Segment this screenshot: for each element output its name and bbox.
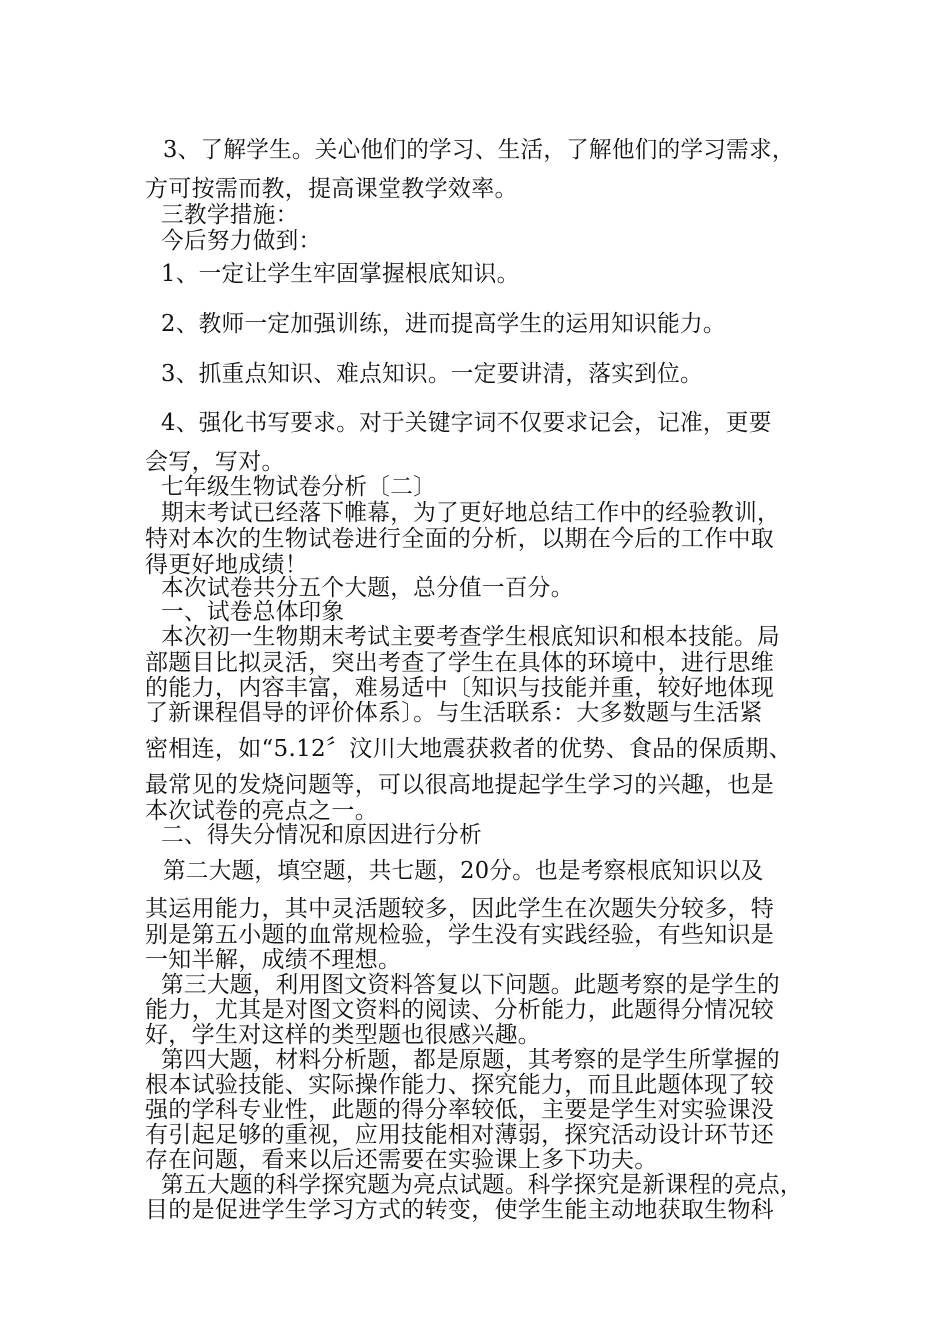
section-heading: 二、得失分情况和原因进行分析 bbox=[161, 822, 482, 848]
text-line: 本次试卷共分五个大题，总分值一百分。 bbox=[161, 575, 574, 601]
section-heading: 七年级生物试卷分析〔二〕 bbox=[161, 474, 437, 500]
list-item: 3、抓重点知识、难点知识。一定要讲清，落实到位。 bbox=[161, 361, 703, 387]
text-line: 密相连，如“5.12〞汶川大地震获救者的优势、食品的保质期、 bbox=[145, 736, 792, 762]
text-line: 特对本次的生物试卷进行全面的分析，以期在今后的工作中取 bbox=[145, 526, 775, 552]
text-line: 的能力，内容丰富，难易适中〔知识与技能并重，较好地体现 bbox=[145, 675, 775, 701]
text-line: 第五大题的科学探究题为亮点试题。科学探究是新课程的亮点， bbox=[161, 1172, 803, 1198]
text-line: 强的学科专业性，此题的得分率较低，主要是学生对实验课没 bbox=[145, 1097, 775, 1123]
text-line: 会写，写对。 bbox=[145, 449, 285, 475]
list-item: 4、强化书写要求。对于关键字词不仅要求记会，记准，更要 bbox=[161, 410, 772, 436]
text-line: 了新课程倡导的评价体系〕。与生活联系：大多数题与生活紧 bbox=[145, 700, 763, 726]
text-line: 方可按需而教，提高课堂教学效率。 bbox=[145, 176, 518, 202]
text-line: 好，学生对这样的类型题也很感兴趣。 bbox=[145, 1022, 542, 1048]
text-line: 3、了解学生。关心他们的学习、生活，了解他们的学习需求， bbox=[163, 137, 795, 163]
text-line: 目的是促进学生学习方式的转变，使学生能主动地获取生物科 bbox=[145, 1197, 775, 1223]
text-line: 最常见的发烧问题等，可以很高地提起学生学习的兴趣，也是 bbox=[145, 772, 775, 798]
text-line: 根本试验技能、实际操作能力、探究能力，而且此题体现了较 bbox=[145, 1072, 775, 1098]
section-heading: 三教学措施： bbox=[161, 202, 299, 228]
list-item: 1、一定让学生牢固掌握根底知识。 bbox=[161, 261, 520, 287]
text-line: 本次试卷的亮点之一。 bbox=[145, 798, 378, 824]
text-line: 一知半解，成绩不理想。 bbox=[145, 947, 402, 973]
text-line: 本次初一生物期末考试主要考查学生根底知识和根本技能。局 bbox=[161, 624, 780, 650]
text-line: 今后努力做到： bbox=[161, 228, 322, 254]
text-line: 第三大题，利用图文资料答复以下问题。此题考察的是学生的 bbox=[161, 972, 780, 998]
text-line: 得更好地成绩！ bbox=[145, 552, 309, 578]
text-line: 部题目比拟灵活，突出考查了学生在具体的环境中，进行思维 bbox=[145, 650, 775, 676]
text-line: 其运用能力，其中灵活题较多，因此学生在次题失分较多，特 bbox=[145, 896, 775, 922]
list-item: 2、教师一定加强训练，进而提高学生的运用知识能力。 bbox=[161, 311, 726, 337]
text-line: 存在问题，看来以后还需要在实验课上多下功夫。 bbox=[145, 1147, 658, 1173]
text-line: 期末考试已经落下帷幕，为了更好地总结工作中的经验教训， bbox=[161, 500, 780, 526]
section-heading: 一、试卷总体印象 bbox=[161, 599, 345, 625]
text-line: 第二大题，填空题，共七题，20分。也是考察根底知识以及 bbox=[163, 858, 764, 884]
text-line: 能力，尤其是对图文资料的阅读、分析能力，此题得分情况较 bbox=[145, 997, 775, 1023]
text-line: 别是第五小题的血常规检验，学生没有实践经验，有些知识是 bbox=[145, 922, 775, 948]
text-line: 第四大题，材料分析题，都是原题，其考察的是学生所掌握的 bbox=[161, 1047, 780, 1073]
text-line: 有引起足够的重视，应用技能相对薄弱，探究活动设计环节还 bbox=[145, 1122, 775, 1148]
